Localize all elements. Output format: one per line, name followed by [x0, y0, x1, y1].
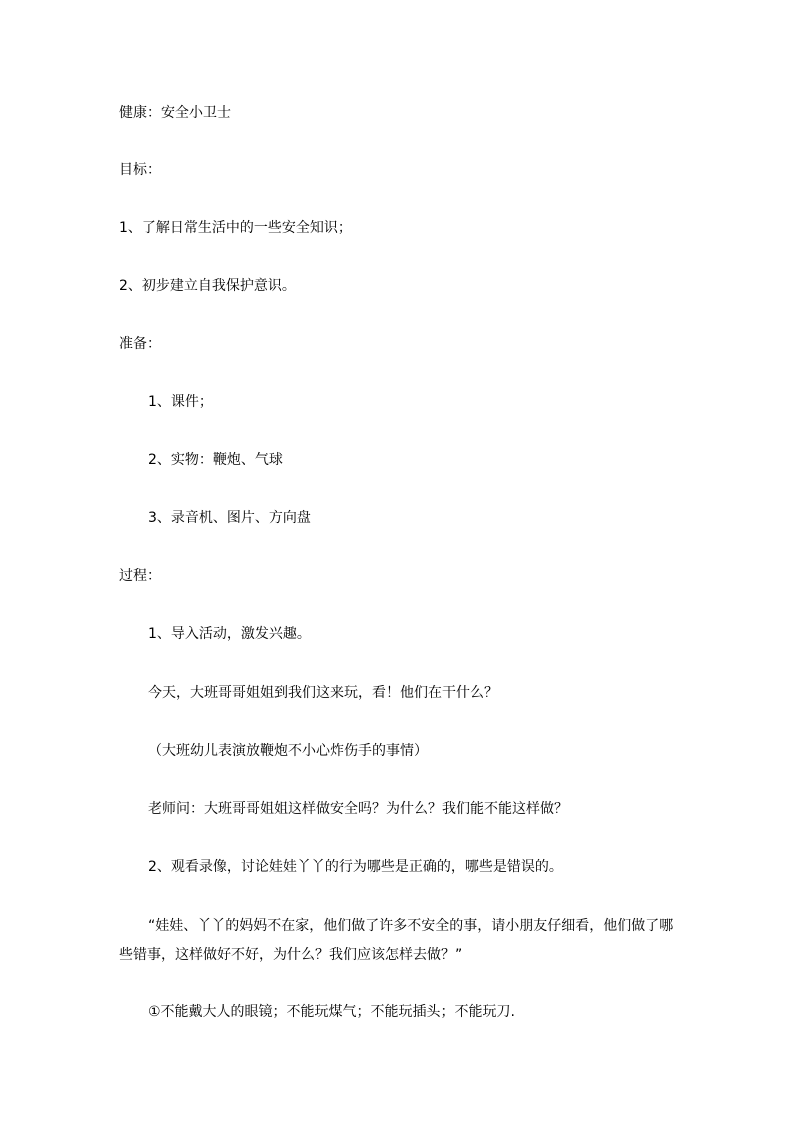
process-step-2: 2、观看录像，讨论娃娃丫丫的行为哪些是正确的，哪些是错误的。: [148, 859, 563, 875]
process-paragraph-2: （大班幼儿表演放鞭炮不小心炸伤手的事情）: [148, 743, 428, 759]
process-paragraph-5: ①不能戴大人的眼镜；不能玩煤气；不能玩插头；不能玩刀.: [148, 1004, 515, 1020]
process-heading: 过程：: [119, 568, 161, 584]
process-step-1: 1、导入活动，激发兴趣。: [148, 626, 311, 642]
process-paragraph-1: 今天，大班哥哥姐姐到我们这来玩，看！他们在干什么？: [148, 685, 498, 701]
process-paragraph-3: 老师问：大班哥哥姐姐这样做安全吗？为什么？我们能不能这样做？: [148, 801, 568, 817]
goal-item-2: 2、初步建立自我保护意识。: [119, 278, 296, 294]
goal-item-1: 1、了解日常生活中的一些安全知识；: [119, 220, 352, 236]
prep-item-1: 1、课件；: [148, 394, 213, 410]
prep-item-3: 3、录音机、图片、方向盘: [148, 510, 311, 526]
prep-item-2: 2、实物：鞭炮、气球: [148, 452, 283, 468]
prep-heading: 准备：: [119, 336, 161, 352]
goal-heading: 目标：: [119, 162, 161, 178]
process-paragraph-4: “娃娃、丫丫的妈妈不在家，他们做了许多不安全的事，请小朋友仔细看，他们做了哪些错事，这样做好不好，为什么？我们应该怎样去做？”: [119, 918, 674, 963]
document-title: 健康：安全小卫士: [119, 105, 231, 121]
